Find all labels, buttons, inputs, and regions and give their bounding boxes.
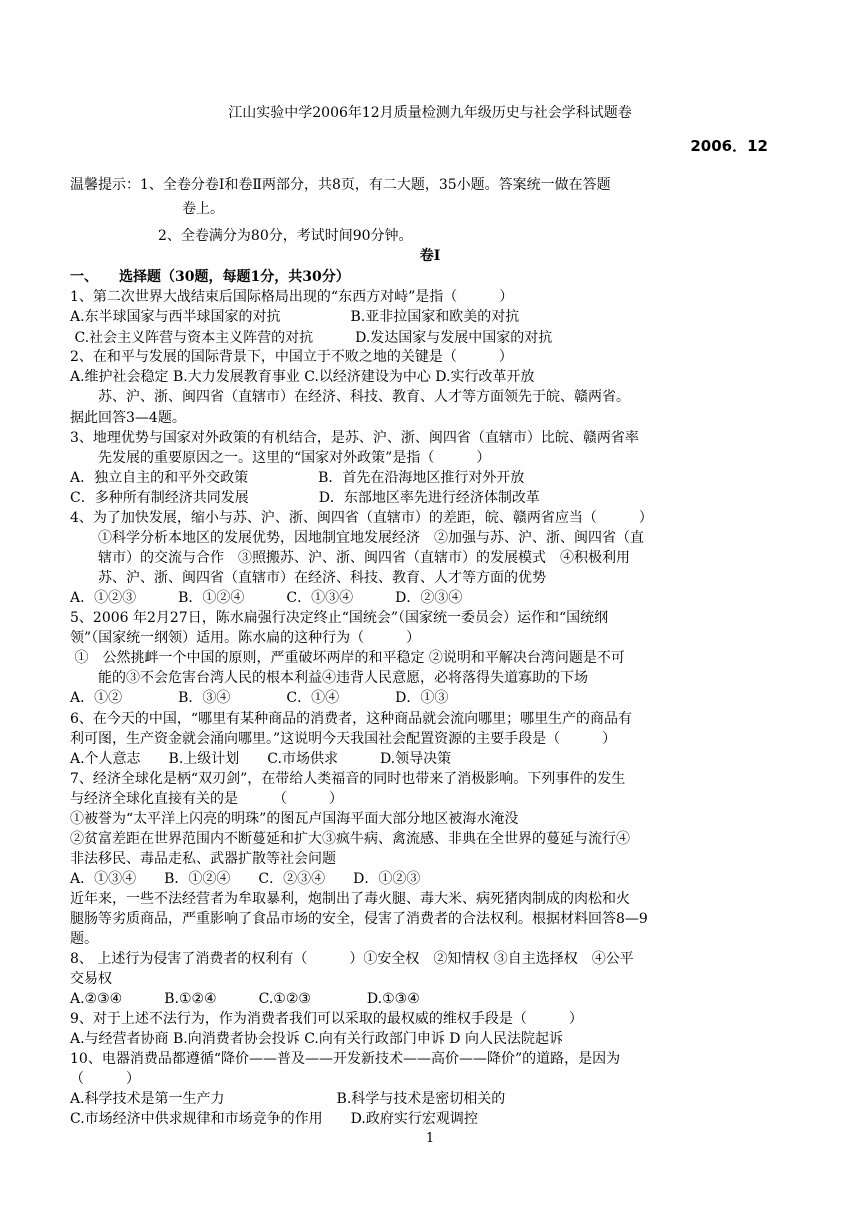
question-line: 非法移民、毒品走私、武器扩散等社会问题 (70, 851, 336, 867)
volume-title: 卷Ⅰ (419, 248, 441, 264)
question-line: 苏、沪、浙、闽四省（直辖市）在经济、科技、教育、人才等方面的优势 (70, 570, 546, 586)
section-title: 一、 选择题（30题，每题1分，共30分） (70, 269, 350, 285)
question-line: A．①② B．③④ C．①④ D．①③ (70, 690, 449, 706)
question-line: 7、经济全球化是柄“双刃剑”，在带给人类福音的同时也带来了消极影响。下列事件的发生 (70, 771, 626, 787)
question-line: 10、电器消费品都遵循“降价——普及——开发新技术——高价——降价”的道路，是因为 (70, 1051, 621, 1067)
question-line: 据此回答3—4题。 (70, 410, 186, 426)
question-line: ①被誉为“太平洋上闪亮的明珠”的图瓦卢国海平面大部分地区被海水淹没 (70, 811, 519, 827)
question-line: 1、第二次世界大战结束后国际格局出现的“东西方对峙”是指（ ） (70, 289, 514, 305)
exam-title: 江山实验中学2006年12月质量检测九年级历史与社会学科试题卷 (228, 105, 632, 121)
question-line: 腿肠等劣质商品，严重影响了食品市场的安全，侵害了消费者的合法权利。根据材料回答8—9 (70, 911, 648, 927)
page-number: 1 (425, 1131, 435, 1146)
question-line: 利可图，生产资金就会涌向哪里。”这说明今天我国社会配置资源的主要手段是（ ） (70, 731, 617, 747)
question-line: C.市场经济中供求规律和市场竞争的作用 D.政府实行宏观调控 (70, 1111, 478, 1127)
question-line: A.与经营者协商 B.向消费者协会投诉 C.向有关行政部门申诉 D 向人民法院起诉 (70, 1031, 563, 1047)
tip-line-3: 2、全卷满分为80分，考试时间90分钟。 (158, 228, 413, 244)
question-line: 4、为了加快发展，缩小与苏、沪、浙、闽四省（直辖市）的差距，皖、赣两省应当（ ） (70, 510, 653, 526)
question-line: A．①②③ B．①②④ C．①③④ D．②③④ (70, 590, 463, 606)
question-line: （ ） (70, 1071, 140, 1087)
question-line: A．独立自主的和平外交政策 B．首先在沿海地区推行对外开放 (70, 470, 525, 486)
question-line: 与经济全球化直接有关的是 （ ） (70, 791, 343, 807)
question-line: 6、在今天的中国，“哪里有某种商品的消费者，这种商品就会流向哪里；哪里生产的商品有 (70, 711, 633, 727)
question-line: A.②③④ B.①②④ C.①②③ D.①③④ (70, 991, 420, 1007)
question-line: ②贫富差距在世界范围内不断蔓延和扩大③疯牛病、禽流感、非典在全世界的蔓延与流行④ (70, 831, 630, 847)
question-line: A.科学技术是第一生产力 B.科学与技术是密切相关的 (70, 1091, 506, 1107)
question-line: C．多种所有制经济共同发展 D．东部地区率先进行经济体制改革 (70, 490, 540, 506)
question-line: 苏、沪、浙、闽四省（直辖市）在经济、科技、教育、人才等方面领先于皖、赣两省。 (70, 389, 630, 405)
exam-date: 2006．12 (690, 137, 768, 155)
question-line: A．①③④ B．①②④ C．②③④ D．①②③ (70, 871, 421, 887)
tip-line-2: 卷上。 (182, 201, 224, 217)
question-line: 5、2006 年2月27日，陈水扁强行决定终止“国统会”（国家统一委员会）运作和“国统纲 (70, 610, 609, 626)
question-line: 辖市）的交流与合作 ③照搬苏、沪、浙、闽四省（直辖市）的发展模式 ④积极利用 (70, 550, 630, 566)
question-line: 能的③不会危害台湾人民的根本利益④违背人民意愿，必将落得失道寡助的下场 (70, 670, 588, 686)
tip-line-1: 温馨提示：1、全卷分卷Ⅰ和卷Ⅱ两部分，共8页，有二大题，35小题。答案统一做在答题 (70, 177, 611, 193)
question-line: A.东半球国家与西半球国家的对抗 B.亚非拉国家和欧美的对抗 (70, 309, 520, 325)
question-line: 2、在和平与发展的国际背景下，中国立于不败之地的关键是（ ） (70, 349, 513, 365)
question-line: 近年来，一些不法经营者为牟取暴利，炮制出了毒火腿、毒大米、病死猪肉制成的肉松和火 (70, 891, 630, 907)
question-line: C.社会主义阵营与资本主义阵营的对抗 D.发达国家与发展中国家的对抗 (70, 330, 553, 346)
question-line: 先发展的重要原因之一。这里的“国家对外政策”是指（ ） (70, 450, 491, 466)
question-line: 8、 上述行为侵害了消费者的权利有（ ）①安全权 ②知情权 ③自主选择权 ④公平 (70, 951, 634, 967)
question-line: ① 公然挑衅一个中国的原则，严重破坏两岸的和平稳定 ②说明和平解决台湾问题是不可 (70, 650, 625, 666)
question-line: 交易权 (70, 971, 112, 987)
question-line: A.维护社会稳定 B.大力发展教育事业 C.以经济建设为中心 D.实行改革开放 (70, 369, 535, 385)
question-line: A.个人意志 B.上级计划 C.市场供求 D.领导决策 (70, 751, 452, 767)
question-line: ①科学分析本地区的发展优势，因地制宜地发展经济 ②加强与苏、沪、浙、闽四省（直 (70, 530, 644, 546)
question-line: 3、地理优势与国家对外政策的有机结合，是苏、沪、浙、闽四省（直辖市）比皖、赣两省率 (70, 430, 639, 446)
question-line: 题。 (70, 931, 98, 947)
question-line: 9、对于上述不法行为，作为消费者我们可以采取的最权威的维权手段是（ ） (70, 1011, 583, 1027)
question-line: 领”（国家统一纲领）适用。陈水扁的这种行为（ ） (70, 630, 421, 646)
